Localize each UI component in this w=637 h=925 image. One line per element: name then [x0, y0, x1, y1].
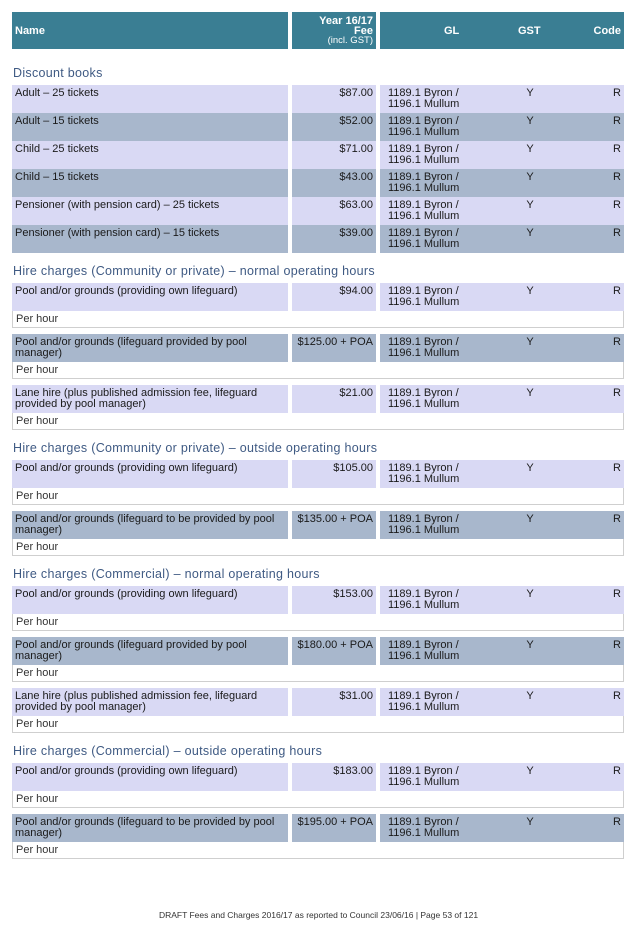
- row-unit: Per hour: [12, 614, 624, 631]
- row-tail: [380, 85, 624, 113]
- row-gst: Y: [526, 513, 534, 525]
- row-tail: [380, 385, 624, 413]
- row-fee: $195.00 + POA: [292, 814, 376, 842]
- row-tail: [380, 763, 624, 791]
- table-row: [12, 141, 624, 169]
- row-gl-line1: 1189.1 Byron /: [388, 387, 459, 399]
- sections-container: [12, 63, 624, 859]
- row-tail: [380, 113, 624, 141]
- row-gl-line2: 1196.1 Mullum: [388, 295, 460, 308]
- row-unit: Per hour: [12, 665, 624, 682]
- row-gl-line2: 1196.1 Mullum: [388, 181, 460, 194]
- row-code: R: [613, 462, 621, 474]
- row-gl-line1: 1189.1 Byron /: [388, 816, 459, 828]
- row-fee: $21.00: [292, 385, 376, 413]
- section-title: Hire charges (Commercial) – outside operating hours: [13, 744, 323, 758]
- row-name: Lane hire (plus published admission fee, lifeguard provided by pool manager): [12, 688, 288, 716]
- table-row: [12, 113, 624, 141]
- header-fee-line1: Year 16/17: [319, 14, 373, 27]
- table-row: [12, 637, 624, 665]
- row-unit: Per hour: [12, 413, 624, 430]
- row-name: Adult – 25 tickets: [12, 85, 288, 113]
- row-name: Pool and/or grounds (providing own lifeguard): [12, 763, 288, 791]
- row-name: Pool and/or grounds (providing own lifeguard): [12, 460, 288, 488]
- row-gl-line1: 1189.1 Byron /: [388, 115, 459, 127]
- row-gl-line2: 1196.1 Mullum: [388, 153, 460, 166]
- row-tail: [380, 460, 624, 488]
- row-code: R: [613, 115, 621, 127]
- table-row: [12, 283, 624, 311]
- row-gst: Y: [526, 143, 534, 155]
- row-name: Pool and/or grounds (lifeguard provided by pool manager): [12, 637, 288, 665]
- row-gl: [380, 637, 490, 665]
- row-name: Pool and/or grounds (lifeguard provided by pool manager): [12, 334, 288, 362]
- row-name: Adult – 15 tickets: [12, 113, 288, 141]
- table-row: [12, 814, 624, 842]
- row-gl: [380, 385, 490, 413]
- table-row: [12, 225, 624, 253]
- row-code: R: [613, 639, 621, 651]
- row-gl-line1: 1189.1 Byron /: [388, 588, 459, 600]
- table-row: [12, 334, 624, 362]
- row-gl-line2: 1196.1 Mullum: [388, 523, 460, 536]
- row-unit: Per hour: [12, 311, 624, 328]
- fees-page: [12, 12, 624, 859]
- row-tail: [380, 169, 624, 197]
- row-code: R: [613, 588, 621, 600]
- header-fee-line2: Fee: [354, 24, 373, 37]
- row-code: R: [613, 227, 621, 239]
- row-gl-line1: 1189.1 Byron /: [388, 336, 459, 348]
- row-tail: [380, 225, 624, 253]
- row-code: R: [613, 336, 621, 348]
- table-row: [12, 197, 624, 225]
- row-fee: $183.00: [292, 763, 376, 791]
- row-gl: [380, 688, 490, 716]
- row-name: Pool and/or grounds (lifeguard to be provided by pool manager): [12, 814, 288, 842]
- row-name: Pool and/or grounds (providing own lifeguard): [12, 283, 288, 311]
- row-gl: [380, 814, 490, 842]
- row-gl-line1: 1189.1 Byron /: [388, 227, 459, 239]
- row-fee: $87.00: [292, 85, 376, 113]
- row-tail: [380, 814, 624, 842]
- row-gl-line2: 1196.1 Mullum: [388, 397, 460, 410]
- row-gl-line1: 1189.1 Byron /: [388, 143, 459, 155]
- row-code: R: [613, 690, 621, 702]
- row-gl-line1: 1189.1 Byron /: [388, 462, 459, 474]
- row-gst: Y: [526, 462, 534, 474]
- row-gl-line1: 1189.1 Byron /: [388, 199, 459, 211]
- row-gl: [380, 511, 490, 539]
- row-gl: [380, 141, 490, 169]
- row-code: R: [613, 199, 621, 211]
- row-tail: [380, 334, 624, 362]
- row-gl: [380, 169, 490, 197]
- page-footer: DRAFT Fees and Charges 2016/17 as reported to Council 23/06/16 | Page 53 of 121: [158, 910, 479, 920]
- header-fee-line3: (incl. GST): [327, 34, 373, 46]
- row-gl-line2: 1196.1 Mullum: [388, 472, 460, 485]
- row-fee: $43.00: [292, 169, 376, 197]
- row-unit: Per hour: [12, 539, 624, 556]
- row-tail: [380, 586, 624, 614]
- table-row: [12, 511, 624, 539]
- row-code: R: [613, 513, 621, 525]
- row-gst: Y: [526, 336, 534, 348]
- row-fee: $31.00: [292, 688, 376, 716]
- table-row: [12, 169, 624, 197]
- row-gl-line1: 1189.1 Byron /: [388, 285, 459, 297]
- row-fee: $105.00: [292, 460, 376, 488]
- row-gl-line1: 1189.1 Byron /: [388, 513, 459, 525]
- row-fee: $63.00: [292, 197, 376, 225]
- row-gl-line2: 1196.1 Mullum: [388, 700, 460, 713]
- row-tail: [380, 637, 624, 665]
- row-gst: Y: [526, 387, 534, 399]
- header-code: Code: [593, 25, 621, 37]
- row-fee: $39.00: [292, 225, 376, 253]
- row-gl-line2: 1196.1 Mullum: [388, 598, 460, 611]
- row-unit: Per hour: [12, 716, 624, 733]
- row-code: R: [613, 143, 621, 155]
- row-gl-line2: 1196.1 Mullum: [388, 209, 460, 222]
- row-name: Pool and/or grounds (providing own lifeguard): [12, 586, 288, 614]
- row-tail: [380, 688, 624, 716]
- row-gl: [380, 460, 490, 488]
- row-gl-line1: 1189.1 Byron /: [388, 87, 459, 99]
- row-gst: Y: [526, 227, 534, 239]
- row-gl: [380, 225, 490, 253]
- row-gl-line2: 1196.1 Mullum: [388, 649, 460, 662]
- row-code: R: [613, 765, 621, 777]
- table-row: [12, 763, 624, 791]
- row-gst: Y: [526, 690, 534, 702]
- row-unit: Per hour: [12, 791, 624, 808]
- row-fee: $125.00 + POA: [292, 334, 376, 362]
- table-row: [12, 586, 624, 614]
- row-name: Pool and/or grounds (lifeguard to be provided by pool manager): [12, 511, 288, 539]
- row-gst: Y: [526, 639, 534, 651]
- row-unit: Per hour: [12, 842, 624, 859]
- table-row: [12, 85, 624, 113]
- row-gl-line1: 1189.1 Byron /: [388, 690, 459, 702]
- row-gst: Y: [526, 285, 534, 297]
- header-fee: [292, 12, 376, 49]
- row-name: Child – 15 tickets: [12, 169, 288, 197]
- row-tail: [380, 197, 624, 225]
- section-title: Hire charges (Community or private) – normal operating hours: [13, 264, 375, 278]
- row-gl-line2: 1196.1 Mullum: [388, 826, 460, 839]
- row-gl-line2: 1196.1 Mullum: [388, 346, 460, 359]
- row-fee: $52.00: [292, 113, 376, 141]
- row-gl: [380, 334, 490, 362]
- row-gl: [380, 197, 490, 225]
- row-name: Pensioner (with pension card) – 15 tickets: [12, 225, 288, 253]
- table-row: [12, 688, 624, 716]
- row-gl-line1: 1189.1 Byron /: [388, 765, 459, 777]
- row-gst: Y: [526, 765, 534, 777]
- row-name: Pensioner (with pension card) – 25 tickets: [12, 197, 288, 225]
- row-fee: $94.00: [292, 283, 376, 311]
- row-unit: Per hour: [12, 488, 624, 505]
- table-row: [12, 385, 624, 413]
- section-title: Discount books: [13, 66, 103, 80]
- row-gst: Y: [526, 816, 534, 828]
- table-row: [12, 460, 624, 488]
- row-code: R: [613, 87, 621, 99]
- header-name: Name: [12, 12, 288, 49]
- header-gl: GL: [444, 25, 460, 37]
- row-code: R: [613, 285, 621, 297]
- row-gl: [380, 763, 490, 791]
- row-fee: $135.00 + POA: [292, 511, 376, 539]
- row-gst: Y: [526, 115, 534, 127]
- row-name: Child – 25 tickets: [12, 141, 288, 169]
- row-gl-line2: 1196.1 Mullum: [388, 775, 460, 788]
- row-gl-line2: 1196.1 Mullum: [388, 125, 460, 138]
- row-tail: [380, 283, 624, 311]
- row-code: R: [613, 816, 621, 828]
- row-gl-line2: 1196.1 Mullum: [388, 97, 460, 110]
- row-unit: Per hour: [12, 362, 624, 379]
- row-gl: [380, 586, 490, 614]
- section-title: Hire charges (Community or private) – outside operating hours: [13, 441, 378, 455]
- row-name: Lane hire (plus published admission fee, lifeguard provided by pool manager): [12, 385, 288, 413]
- row-tail: [380, 511, 624, 539]
- row-gl: [380, 283, 490, 311]
- section-title: Hire charges (Commercial) – normal operating hours: [13, 567, 320, 581]
- table-header: [12, 12, 624, 49]
- row-fee: $71.00: [292, 141, 376, 169]
- row-gl-line1: 1189.1 Byron /: [388, 171, 459, 183]
- header-gst: GST: [518, 25, 541, 37]
- row-tail: [380, 141, 624, 169]
- row-gl: [380, 85, 490, 113]
- row-gl-line2: 1196.1 Mullum: [388, 237, 460, 250]
- row-fee: $153.00: [292, 586, 376, 614]
- row-gst: Y: [526, 199, 534, 211]
- row-gst: Y: [526, 171, 534, 183]
- row-gst: Y: [526, 87, 534, 99]
- row-gl-line1: 1189.1 Byron /: [388, 639, 459, 651]
- row-gl: [380, 113, 490, 141]
- row-code: R: [613, 387, 621, 399]
- row-fee: $180.00 + POA: [292, 637, 376, 665]
- row-gst: Y: [526, 588, 534, 600]
- row-code: R: [613, 171, 621, 183]
- header-gl-gst-code: [380, 12, 624, 49]
